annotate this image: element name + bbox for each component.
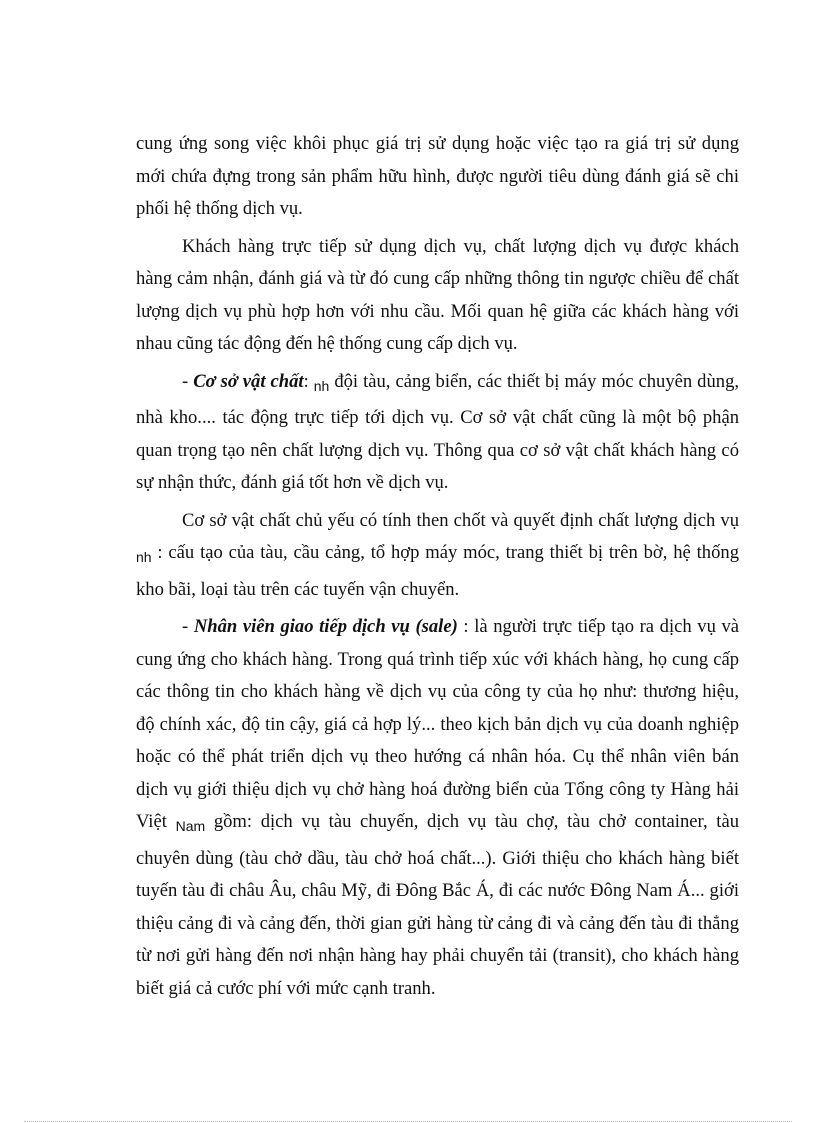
bullet-dash: - — [182, 616, 194, 637]
paragraph-4 — [136, 505, 739, 607]
paragraph-3 — [136, 366, 739, 500]
inline-small-text: nh — [136, 549, 152, 565]
paragraph-4-before: Cơ sở vật chất chủ yếu có tính then chốt và quyết định chất lượng dịch vụ — [182, 509, 739, 531]
bullet-dash: - — [182, 370, 194, 392]
paragraph-4-after: : cấu tạo của tàu, cầu cảng, tổ hợp máy móc, trang thiết bị trên bờ, hệ thống kho bãi, loại tàu trên các tuyến vận chuyển. — [136, 542, 739, 600]
paragraph-3-body: đội tàu, cảng biển, các thiết bị máy móc chuyên dùng, nhà kho.... tác động trực tiếp tới dịch vụ. Cơ sở vật chất cũng là một bộ phận quan trọng tạo nên chất lượng dịch vụ. Thông qua cơ sở vật chất khách hàng có sự nhận thức, đánh giá tốt hơn về dịch vụ. — [136, 370, 740, 493]
paragraph-5 — [136, 611, 739, 1005]
page-bottom-divider — [24, 1121, 792, 1122]
paragraph-5-before: : là người trực tiếp tạo ra dịch vụ và cung ứng cho khách hàng. Trong quá trình tiếp xúc với khách hàng, họ cung cấp các thông tin cho khách hàng về dịch vụ của công ty của họ như: thương hiệu, độ chính xác, độ tin cậy, giá cả hợp lý... theo kịch bản dịch vụ của doanh nghiệp hoặc có thể phát triển dịch vụ theo hướng cá nhân hóa. Cụ thể nhân viên bán dịch vụ giới thiệu dịch vụ chở hàng hoá đường biển của Tổng công ty Hàng hải Việt — [136, 616, 740, 832]
inline-small-text: Nam — [175, 818, 206, 834]
paragraph-5-after: gồm: dịch vụ tàu chuyến, dịch vụ tàu chợ, tàu chở container, tàu chuyên dùng (tàu chở dầu, tàu chở hoá chất...). Giới thiệu cho khách hàng biết tuyến tàu đi châu Âu, châu Mỹ, đi Đông Bắc Á, đi các nước Đông Nam Á... giới thiệu cảng đi và cảng đến, thời gian gửi hàng từ cảng đi và cảng đến tàu đi thẳng từ nơi gửi hàng đến nơi nhận hàng hay phải chuyển tải (transit), cho khách hàng biết giá cả cước phí với mức cạnh tranh. — [136, 811, 740, 999]
paragraph-1: cung ứng song việc khôi phục giá trị sử dụng hoặc việc tạo ra giá trị sử dụng mới chứa đựng trong sản phẩm hữu hình, được người tiêu dùng đánh giá sẽ chi phối hệ thống dịch vụ. — [136, 133, 739, 219]
heading-colon: : — [303, 370, 314, 392]
section-heading-sales-staff: Nhân viên giao tiếp dịch vụ (sale) — [193, 616, 458, 637]
section-heading-facilities: Cơ sở vật chất — [193, 370, 304, 392]
document-body — [136, 128, 739, 1010]
paragraph-2: Khách hàng trực tiếp sử dụng dịch vụ, chất lượng dịch vụ được khách hàng cảm nhận, đánh giá và từ đó cung cấp những thông tin ngược chiều để chất lượng dịch vụ phù hợp hơn với nhu cầu. Mối quan hệ giữa các khách hàng với nhau cũng tác động đến hệ thống cung cấp dịch vụ. — [136, 235, 739, 354]
inline-small-text: nh — [313, 377, 330, 394]
